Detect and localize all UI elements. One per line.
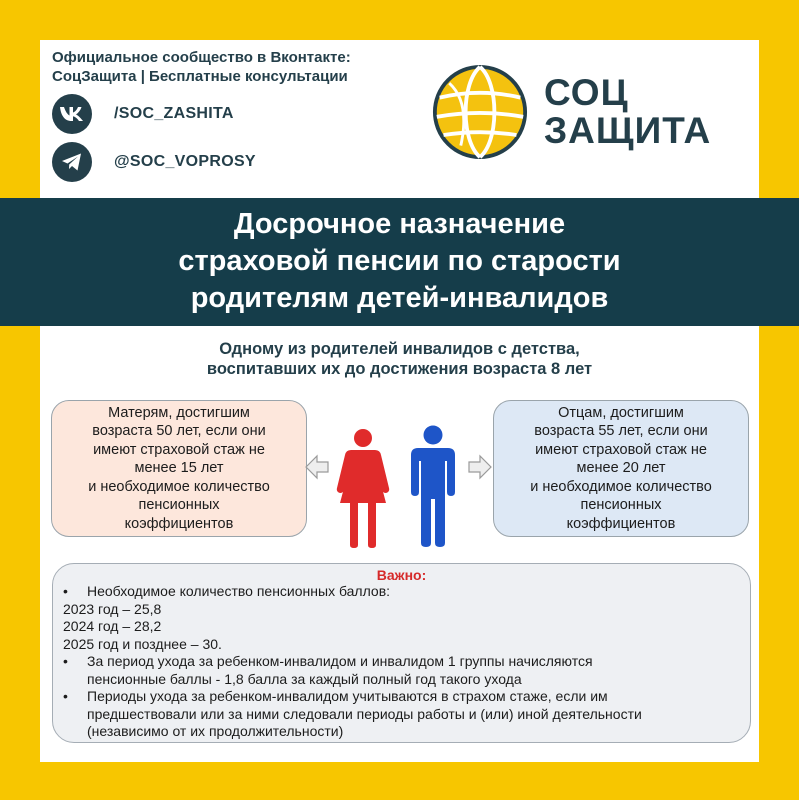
father-line: и необходимое количество: [530, 478, 712, 495]
important-heading: Важно:: [376, 567, 427, 583]
telegram-handle: @SOC_VOPROSY: [114, 153, 256, 170]
points-2024: 2024 год – 28,2: [63, 618, 162, 634]
list-item: [63, 583, 743, 601]
subtitle-line-1: Одному из родителей инвалидов с детства,: [219, 340, 580, 358]
mother-line: Матерям, достигшим: [108, 404, 250, 421]
brand-name: [544, 74, 711, 150]
arrow-right-icon: [468, 454, 492, 480]
bullet-icon: •: [63, 688, 68, 704]
mother-line: возраста 50 лет, если они: [92, 423, 266, 440]
father-line: имеют страховой стаж не: [535, 441, 707, 458]
page-title: [0, 206, 799, 317]
fathers-condition-box: [493, 400, 749, 537]
title-line-3: родителям детей-инвалидов: [190, 282, 609, 314]
bullet-icon: •: [63, 653, 68, 669]
telegram-link[interactable]: [52, 142, 256, 182]
important-notes-box: [52, 563, 751, 743]
points-2025: 2025 год и позднее – 30.: [63, 635, 222, 652]
mother-line: коэффициентов: [124, 515, 234, 532]
subtitle-line-2: воспитавших их до достижения возраста 8 лет: [206, 360, 593, 378]
mother-line: и необходимое количество: [88, 478, 270, 495]
brand-logo: [432, 64, 711, 160]
community-info: [52, 48, 351, 86]
mother-line: имеют страховой стаж не: [93, 441, 265, 458]
community-line-2[interactable]: СоцЗащита | Бесплатные консультации: [52, 68, 348, 85]
list-item-text: Периоды ухода за ребенком-инвалидом учитываются в страхом стаже, если им: [87, 688, 608, 704]
father-line: коэффициентов: [566, 515, 676, 532]
list-item-text: Необходимое количество пенсионных баллов:: [87, 583, 391, 599]
vk-icon: [52, 94, 92, 134]
community-line-1: Официальное сообщество в Вконтакте:: [52, 49, 351, 66]
vk-link[interactable]: [52, 94, 234, 134]
list-item-continuation: [63, 723, 743, 741]
list-item: [63, 688, 743, 706]
list-item-continuation: [63, 671, 743, 689]
vk-handle: /SOC_ZASHITA: [114, 105, 234, 122]
father-line: возраста 55 лет, если они: [534, 423, 708, 440]
brand-line-1: СОЦ: [544, 72, 629, 113]
title-banner: [0, 198, 799, 326]
father-line: Отцам, достигшим: [558, 404, 684, 421]
mother-line: пенсионных: [138, 497, 220, 514]
arrow-left-icon: [305, 454, 329, 480]
father-line: пенсионных: [580, 497, 662, 514]
brand-line-2: ЗАЩИТА: [544, 110, 712, 151]
title-line-2: страховой пенсии по старости: [178, 245, 621, 277]
important-notes-list: [63, 583, 743, 741]
list-item: [63, 653, 743, 671]
list-item-text: предшествовали или за ними следовали периоды работы и (или) иной деятельности: [87, 705, 642, 722]
male-figure-icon: [409, 425, 457, 547]
mothers-condition-box: [51, 400, 307, 537]
list-item-text: пенсионные баллы - 1,8 балла за каждый полный год такого ухода: [87, 670, 522, 687]
title-line-1: Досрочное назначение: [233, 208, 566, 240]
list-item-continuation: [63, 706, 743, 724]
mother-line: менее 15 лет: [134, 460, 224, 477]
telegram-icon: [52, 142, 92, 182]
bullet-icon: •: [63, 583, 68, 599]
subtitle: [0, 339, 799, 379]
female-figure-icon: [334, 428, 392, 548]
father-line: менее 20 лет: [576, 460, 666, 477]
points-2023: 2023 год – 25,8: [63, 600, 162, 617]
list-item-text: (независимо от их продолжительности): [87, 723, 344, 739]
globe-icon: [432, 64, 528, 160]
list-item-text: За период ухода за ребенком-инвалидом и инвалидом 1 группы начисляются: [87, 653, 593, 669]
